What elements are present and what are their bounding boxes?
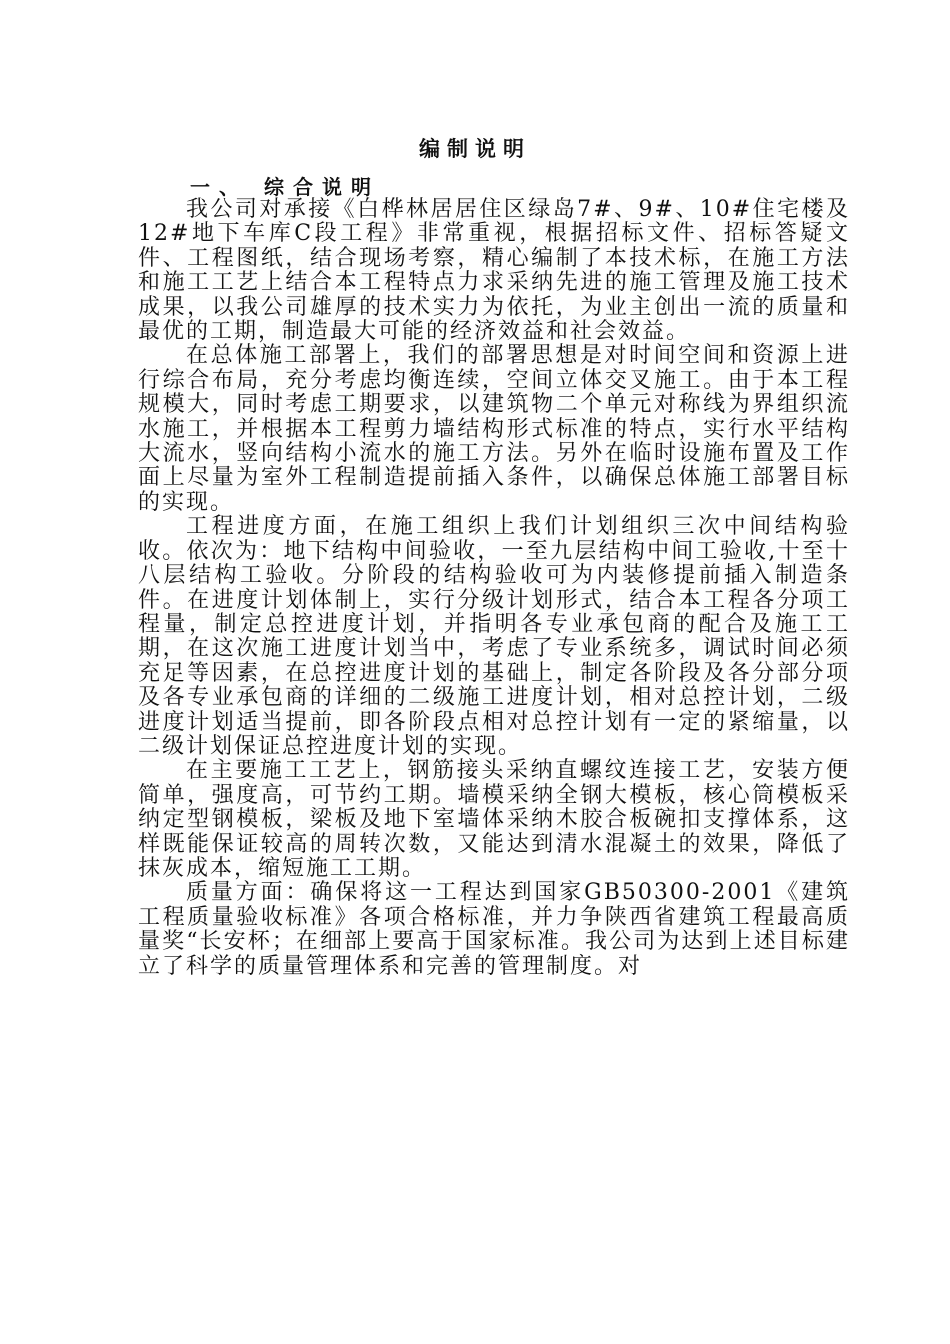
paragraph-schedule: 工程进度方面，在施工组织上我们计划组织三次中间结构验收。依次为：地下结构中间验收，一至九层结构中间工验收,十至十八层结构工验收。分阶段的结构验收可为内装修提前插入制造条件。在进度计划体制上，实行分级计划形式，结合本工程各分项工程量，制定总控进度计划，并指明各专业承包商的配合及施工工期，在这次施工进度计划当中，考虑了专业系统多，调试时间必须充足等因素，在总控进度计划的基础上，制定各阶段及各分部分项及各专业承包商的详细的二级施工进度计划，相对总控计划，二级进度计划适当提前，即各阶段点相对总控计划有一定的紧缩量，以二级计划保证总控进度计划的实现。 xyxy=(138,514,850,759)
body-text xyxy=(138,198,850,979)
paragraph-quality: 质量方面：确保将这一工程达到国家GB50300-2001《建筑工程质量验收标准》各项合格标准，并力争陕西省建筑工程最高质量奖“长安杯；在细部上要高于国家标准。我公司为达到上述目标建立了科学的质量管理体系和完善的管理制度。对 xyxy=(138,880,850,979)
paragraph-intro: 我公司对承接《白桦林居居住区绿岛7#、9#、10#住宅楼及12#地下车库C段工程》非常重视，根据招标文件、招标答疑文件、工程图纸，结合现场考察，精心编制了本技术标，在施工方法和施工工艺上结合本工程特点力求采纳先进的施工管理及施工技术成果，以我公司雄厚的技术实力为依托，为业主创出一流的质量和最优的工期，制造最大可能的经济效益和社会效益。 xyxy=(138,197,850,345)
document-title: 编制说明 xyxy=(419,137,531,161)
paragraph-deployment: 在总体施工部署上，我们的部署思想是对时间空间和资源上进行综合布局，充分考虑均衡连续，空间立体交叉施工。由于本工程规模大，同时考虑工期要求，以建筑物二个单元对称线为界组织流水施工，并根据本工程剪力墙结构形式标准的特点，实行水平结构大流水，竖向结构小流水的施工方法。另外在临时设施布置及工作面上尽量为室外工程制造提前插入条件，以确保总体施工部署目标的实现。 xyxy=(138,343,850,515)
paragraph-process: 在主要施工工艺上，钢筋接头采纳直螺纹连接工艺，安装方便简单，强度高，可节约工期。墙模采纳全钢大模板，核心筒模板采纳定型钢模板，梁板及地下室墙体采纳木胶合板碗扣支撑体系，这样既能保证较高的周转次数，又能达到清水混凝土的效果，降低了抹灰成本，缩短施工工期。 xyxy=(138,758,850,881)
section-heading: 一、 综合说明 xyxy=(190,175,380,199)
